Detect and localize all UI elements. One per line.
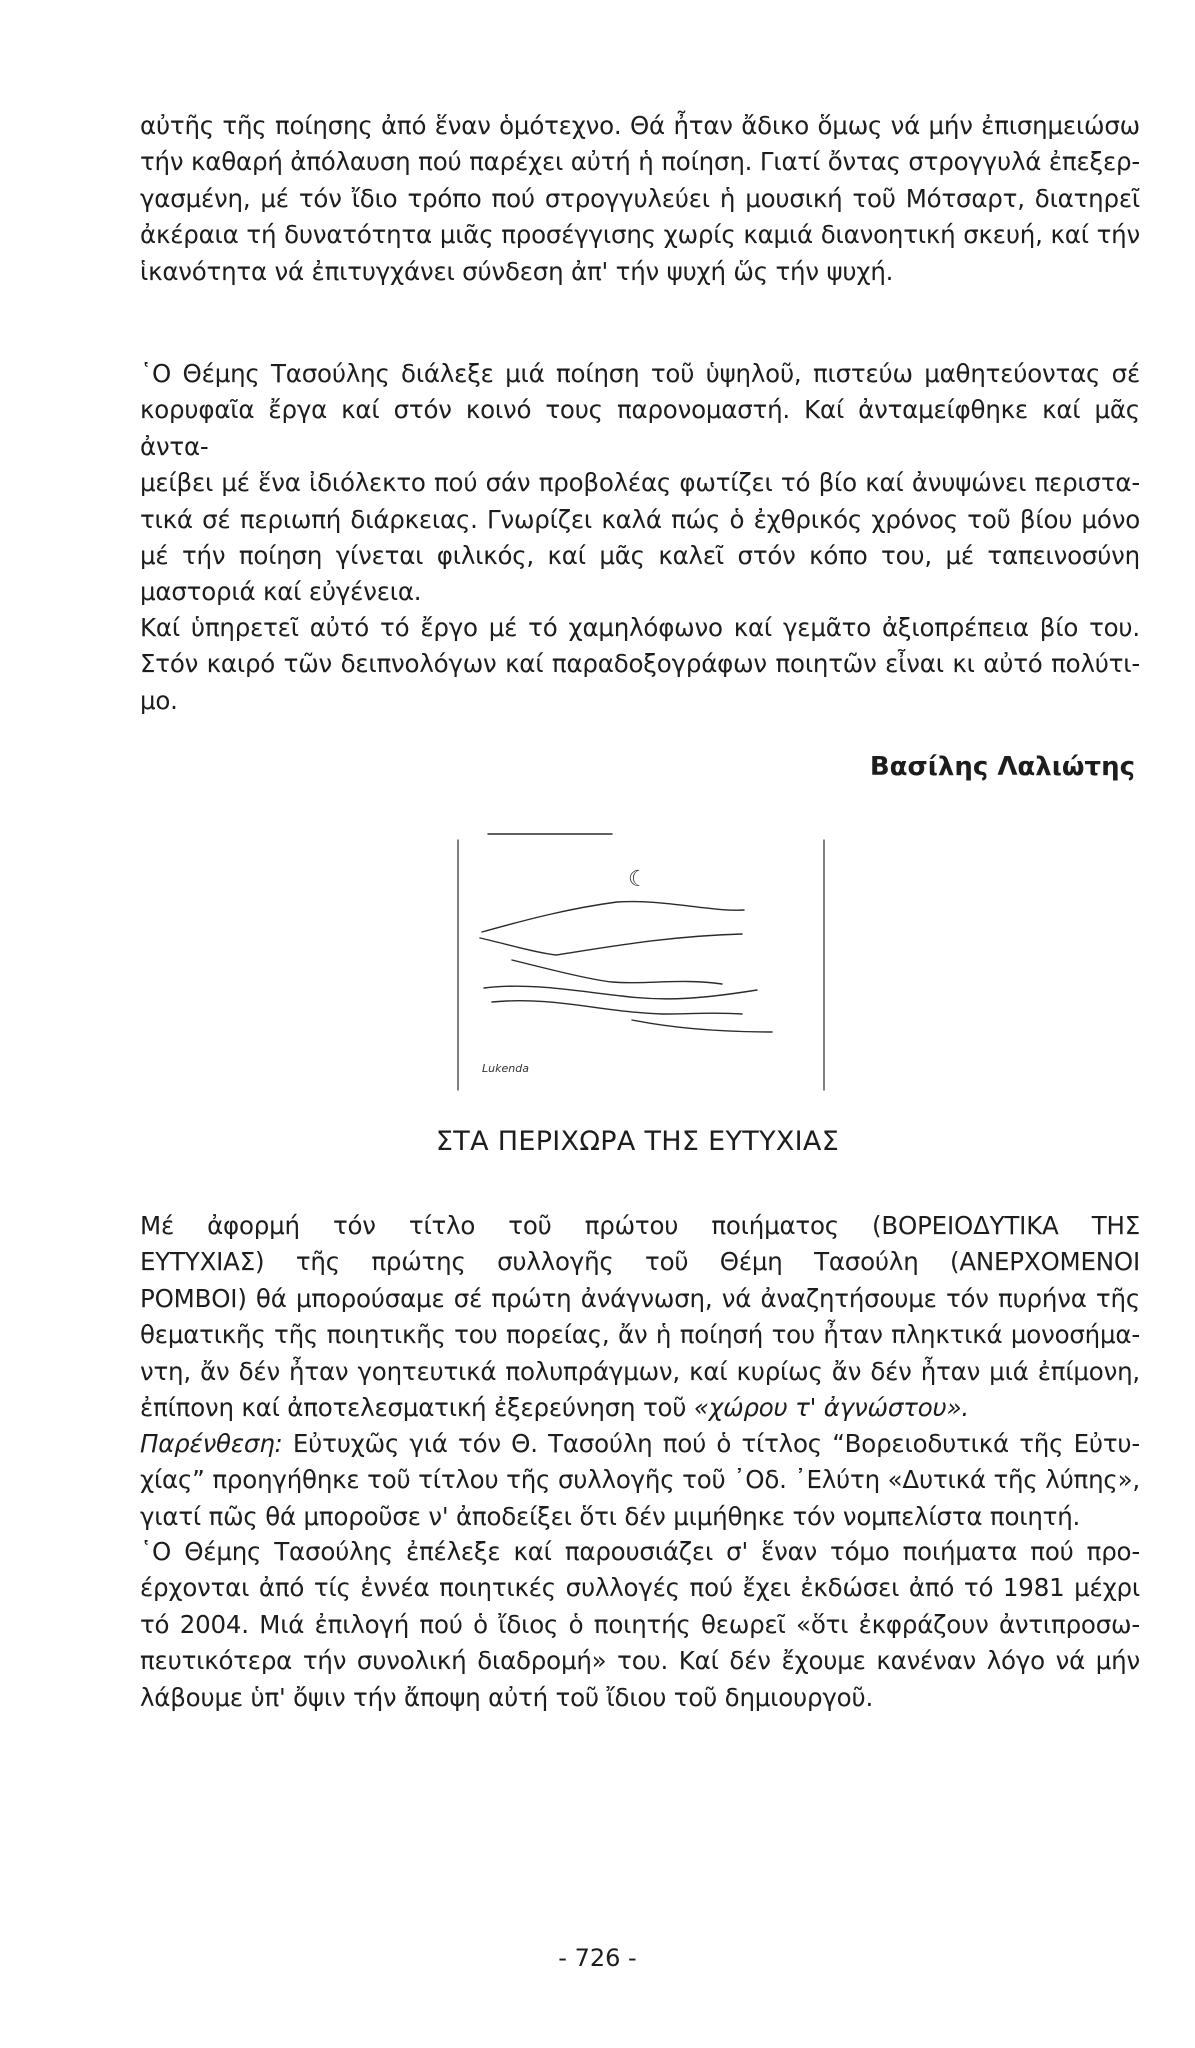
text-line: ΡΟΜΒΟΙ) θά μπορούσαμε σέ πρώτη ἀνάγνωση, νά ἀναζητήσουμε τόν πυρήνα τῆς [140,1283,1140,1313]
text-line: γιατί πῶς θά μποροῦσε ν' ἀποδείξει ὅτι δέν μιμήθηκε τόν νομπελίστα ποιητή. [140,1501,1081,1531]
paragraph-4 [140,1208,1140,1426]
paragraph-2 [140,356,1140,611]
text-line [140,1390,1140,1426]
hill-line-2 [480,934,742,955]
text-line: έρχονται ἀπό τίς ἐννέα ποιητικές συλλογές πού ἔχει ἐκδώσει ἀπό τό 1981 μέχρι [140,1573,1140,1603]
text-fragment: ἐπίπονη καί ἀποτελεσματική ἐξερεύνηση τοῦ [140,1393,687,1423]
text-line: μο. [140,685,178,715]
landscape-drawing [452,820,832,1105]
text-line: χίας” προηγήθηκε τοῦ τίτλου τῆς συλλογῆς τοῦ ᾿Οδ. ᾿Ελύτη «Δυτικά τῆς λύπης», [140,1465,1140,1495]
drawing-title: ΣΤΑ ΠΕΡΙΧΩΡΑ ΤΗΣ ΕΥΤΥΧΙΑΣ [435,1126,840,1157]
text-line: Καί ὑπηρετεῖ αὐτό τό ἔργο μέ τό χαμηλόφωνο καί γεμᾶτο ἀξιοπρέπεια βίο του. [140,613,1140,642]
text-line: Στόν καιρό τῶν δειπνολόγων καί παραδοξογράφων ποιητῶν εἶναι κι αὐτό πολύτι- [140,649,1140,679]
text-line: ἀκέραια τή δυνατότητα μιᾶς προσέγγισης χωρίς καμιά διανοητική σκευή, καί τήν [140,220,1140,250]
text-line: πευτικότερα τήν συνολική διαδρομή» του. Καί δέν ἔχουμε κανέναν λόγο νά μήν [140,1646,1140,1676]
text-line: γασμένη, μέ τόν ἴδιο τρόπο πού στρογγυλεύει ἡ μουσική τοῦ Μότσαρτ, διατηρεῖ [140,183,1140,213]
paragraph-3 [140,610,1140,719]
text-line: ΕΥΤΥΧΙΑΣ) τῆς πρώτης συλλογῆς τοῦ Θέμη Τασούλη (ΑΝΕΡΧΟΜΕΝΟΙ [140,1247,1140,1277]
paragraph-6 [140,1534,1140,1716]
italic-quote: «χώρου τ' ἀγνώστου». [693,1393,969,1423]
hill-line-3 [512,960,722,984]
text-line: τικά σέ περιωπή διάρκειας. Γνωρίζει καλά πώς ὁ ἐχθρικός χρόνος τοῦ βίου μόνο [140,504,1140,534]
author-signature: Βασίλης Λαλιώτης [869,752,1135,782]
hill-line-4 [484,986,757,999]
moon-icon: ☾ [628,867,648,892]
page-number: - 726 - [558,1944,637,1972]
artist-signature: Lukenda [482,1062,529,1075]
text-line: μαστοριά καί εὐγένεια. [140,577,422,607]
text-line: λάβουμε ὑπ' ὄψιν τήν ἄποψη αὐτή τοῦ ἴδιου τοῦ δημιουργοῦ. [140,1682,874,1712]
text-line: ἱκανότητα νά ἐπιτυγχάνει σύνδεση ἀπ' τήν ψυχή ὥς τήν ψυχή. [140,256,894,286]
text-fragment: Εὐτυχῶς γιά τόν Θ. Τασούλη πού ὁ τίτλος “Βορειοδυτικά τῆς Εὐτυ- [292,1429,1140,1458]
text-line: ῾Ο Θέμης Τασούλης ἐπέλεξε καί παρουσιάζει σ' ἕναν τόμο ποιήματα πού προ- [140,1537,1140,1566]
text-line [140,1426,1140,1462]
text-line: κορυφαῖα ἔργα καί στόν κοινό τους παρονομαστή. Καί ἀνταμείφθηκε καί μᾶς ἀντα- [140,395,1140,461]
text-line: αὐτῆς τῆς ποίησης ἀπό ἕναν ὁμότεχνο. Θά ἦταν ἄδικο ὅμως νά μήν ἐπισημειώσω [140,111,1140,140]
text-line: μείβει μέ ἕνα ἰδιόλεκτο πού σάν προβολέας φωτίζει τό βίο καί ἀνυψώνει περιστα- [140,468,1140,498]
text-line: τήν καθαρή ἀπόλαυση πού παρέχει αὐτή ἡ ποίηση. Γιατί ὄντας στρογγυλά ἐπεξερ- [140,147,1140,177]
hill-line-1 [482,902,744,932]
paragraph-5 [140,1426,1140,1535]
text-line: μέ τήν ποίηση γίνεται φιλικός, καί μᾶς καλεῖ στόν κόπο του, μέ ταπεινοσύνη [140,541,1140,571]
text-line: Μέ ἀφορμή τόν τίτλο τοῦ πρώτου ποιήματος (ΒΟΡΕΙΟΔΥΤΙΚΑ ΤΗΣ [140,1211,1140,1240]
parenthesis-label: Παρένθεση: [140,1429,283,1458]
text-line: ῾Ο Θέμης Τασούλης διάλεξε μιά ποίηση τοῦ ὑψηλοῦ, πιστεύω μαθητεύοντας σέ [140,359,1140,388]
paragraph-1 [140,108,1140,290]
hill-line-5 [492,1001,742,1014]
text-line: ντη, ἄν δέν ἦταν γοητευτικά πολυπράγμων, καί κυρίως ἄν δέν ἦταν μιά ἐπίμονη, [140,1356,1140,1386]
text-line: τό 2004. Μιά ἐπιλογή πού ὁ ἴδιος ὁ ποιητής θεωρεῖ «ὅτι ἐκφράζουν ἀντιπροσω- [140,1609,1140,1639]
text-line: θεματικῆς τῆς ποιητικῆς του πορείας, ἄν ἡ ποίησή του ἦταν πληκτικά μονοσήμα- [140,1320,1140,1350]
hill-line-6 [632,1020,772,1032]
